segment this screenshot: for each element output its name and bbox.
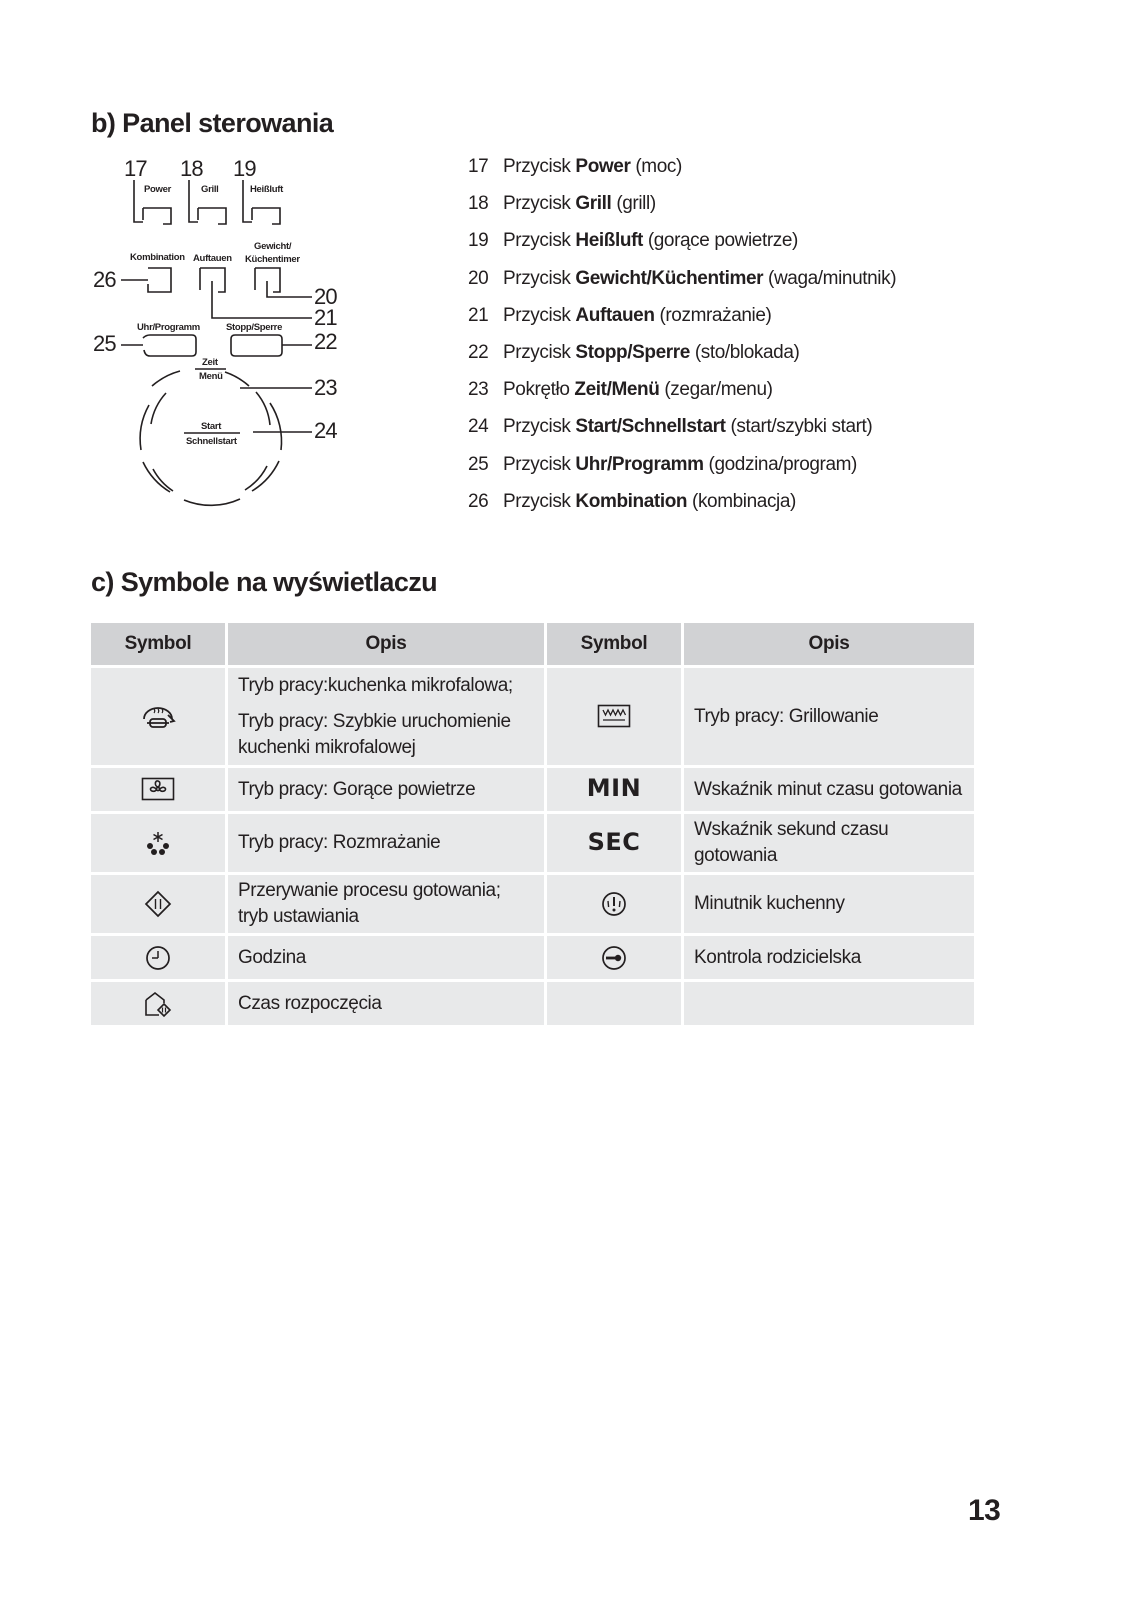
diagram-number-24: 24 — [314, 418, 337, 443]
legend-number: 17 — [468, 156, 489, 177]
symbol-cell — [91, 936, 225, 979]
description-text: Kontrola rodzicielska — [694, 946, 861, 968]
description-text: Tryb pracy: Gorące powietrze — [238, 778, 476, 800]
description-cell-empty — [684, 982, 974, 1025]
legend-translation: (waga/minutnik) — [768, 267, 897, 289]
diagram-number-23: 23 — [314, 375, 337, 400]
description-text: Godzina — [238, 946, 306, 968]
legend-item — [468, 156, 896, 193]
header-symbol: Symbol — [547, 623, 681, 665]
control-panel-diagram — [88, 150, 368, 520]
symbol-cell — [91, 982, 225, 1025]
pause-diamond-icon — [144, 890, 172, 918]
control-panel-legend — [468, 156, 896, 528]
legend-translation: (rozmrażanie) — [659, 304, 772, 326]
table-row — [91, 768, 974, 811]
legend-item — [468, 379, 896, 416]
start-time-icon — [143, 990, 173, 1018]
legend-translation: (zegar/menu) — [664, 379, 773, 401]
display-symbols-table — [88, 620, 977, 1028]
diagram-label-uhr-programm: Uhr/Programm — [137, 322, 200, 333]
table-row — [91, 982, 974, 1025]
description-cell — [228, 982, 544, 1025]
min-indicator: MIN — [586, 774, 642, 802]
legend-item — [468, 305, 896, 342]
diagram-label-kuechentimer: Küchentimer — [245, 254, 300, 265]
diagram-number-21: 21 — [314, 305, 337, 330]
legend-number: 20 — [468, 267, 489, 289]
legend-item — [468, 342, 896, 379]
legend-item — [468, 491, 896, 528]
symbol-cell — [91, 768, 225, 811]
legend-button-name: Power — [575, 156, 631, 177]
description-text: Przerywanie procesu gotowania; tryb ustawiania — [238, 880, 501, 927]
sec-indicator: SEC — [587, 827, 641, 856]
legend-button-name: Start/Schnellstart — [575, 416, 726, 438]
symbol-cell — [547, 875, 681, 933]
description-text: Czas rozpoczęcia — [238, 992, 382, 1014]
table-row — [91, 875, 974, 933]
diagram-number-18: 18 — [180, 156, 203, 181]
legend-prefix: Przycisk — [503, 490, 571, 512]
description-cell — [684, 814, 974, 872]
grill-icon — [597, 704, 631, 728]
legend-button-name: Zeit/Menü — [574, 379, 660, 401]
diagram-label-stopp-sperre: Stopp/Sperre — [226, 322, 283, 333]
child-lock-icon — [600, 944, 628, 972]
defrost-icon — [143, 830, 173, 856]
description-cell — [228, 668, 544, 765]
legend-translation: (grill) — [616, 193, 656, 215]
legend-translation: (gorące powietrze) — [647, 230, 798, 252]
symbol-cell — [91, 814, 225, 872]
table-header-row — [91, 623, 974, 665]
section-b-title: b) Panel sterowania — [91, 108, 334, 138]
legend-prefix: Przycisk — [503, 267, 571, 289]
header-opis: Opis — [684, 623, 974, 665]
description-text: Tryb pracy: Grillowanie — [694, 705, 879, 727]
diagram-number-19: 19 — [233, 156, 256, 181]
symbol-cell — [547, 768, 681, 811]
diagram-label-auftauen: Auftauen — [193, 253, 232, 264]
description-cell — [228, 768, 544, 811]
kitchen-timer-icon — [600, 890, 628, 918]
legend-number: 26 — [468, 490, 489, 512]
clock-icon — [144, 944, 172, 972]
legend-prefix: Pokrętło — [503, 379, 570, 401]
symbol-cell-empty — [547, 982, 681, 1025]
legend-button-name: Heißluft — [575, 230, 643, 252]
legend-number: 18 — [468, 193, 489, 215]
description-text: Minutnik kuchenny — [694, 893, 845, 914]
legend-translation: (moc) — [635, 156, 682, 177]
diagram-label-gewicht: Gewicht/ — [254, 241, 292, 252]
legend-button-name: Kombination — [575, 490, 688, 512]
diagram-label-zeit: Zeit — [202, 357, 218, 368]
legend-item — [468, 454, 896, 491]
description-cell — [228, 875, 544, 933]
legend-number: 22 — [468, 341, 489, 363]
legend-item — [468, 268, 896, 305]
legend-number: 25 — [468, 453, 489, 475]
legend-prefix: Przycisk — [503, 304, 571, 326]
legend-prefix: Przycisk — [503, 416, 571, 438]
diagram-number-20: 20 — [314, 284, 337, 309]
legend-prefix: Przycisk — [503, 341, 571, 363]
symbol-cell — [547, 936, 681, 979]
diagram-label-power: Power — [144, 184, 172, 195]
legend-prefix: Przycisk — [503, 156, 571, 177]
diagram-label-heissluft: Heißluft — [250, 184, 283, 195]
legend-item — [468, 416, 896, 453]
legend-number: 19 — [468, 230, 489, 252]
legend-button-name: Auftauen — [575, 304, 655, 326]
legend-prefix: Przycisk — [503, 453, 571, 475]
legend-translation: (sto/blokada) — [694, 341, 800, 363]
description-text: Tryb pracy:kuchenka mikrofalowa; — [238, 674, 513, 696]
description-text: Wskaźnik minut czasu gotowania — [694, 778, 962, 800]
diagram-number-25: 25 — [93, 331, 116, 356]
legend-button-name: Stopp/Sperre — [575, 341, 690, 363]
diagram-number-22: 22 — [314, 329, 337, 354]
legend-button-name: Gewicht/Küchentimer — [575, 267, 764, 289]
page-number: 13 — [968, 1494, 1001, 1527]
description-cell — [228, 936, 544, 979]
description-cell — [684, 936, 974, 979]
description-cell — [684, 668, 974, 765]
legend-item — [468, 193, 896, 230]
legend-number: 21 — [468, 304, 489, 326]
description-cell — [684, 875, 974, 933]
legend-translation: (kombinacja) — [692, 490, 796, 512]
diagram-number-26: 26 — [93, 267, 116, 292]
symbol-cell — [547, 668, 681, 765]
legend-prefix: Przycisk — [503, 230, 571, 252]
header-opis: Opis — [228, 623, 544, 665]
symbol-cell — [91, 668, 225, 765]
legend-prefix: Przycisk — [503, 193, 571, 215]
legend-button-name: Uhr/Programm — [575, 453, 704, 475]
microwave-icon — [140, 703, 176, 731]
diagram-label-kombination: Kombination — [130, 252, 185, 263]
legend-number: 23 — [468, 379, 489, 401]
symbol-cell — [547, 814, 681, 872]
legend-translation: (godzina/program) — [708, 453, 857, 475]
fan-icon — [141, 777, 175, 801]
description-cell — [684, 768, 974, 811]
description-cell — [228, 814, 544, 872]
diagram-label-grill: Grill — [201, 184, 219, 195]
diagram-label-schnellstart: Schnellstart — [186, 436, 237, 447]
diagram-label-menu: Menü — [199, 371, 223, 382]
legend-button-name: Grill — [575, 193, 612, 215]
description-text: Tryb pracy: Rozmrażanie — [238, 832, 441, 853]
symbol-cell — [91, 875, 225, 933]
legend-number: 24 — [468, 416, 489, 438]
description-text: Tryb pracy: Szybkie uruchomienie kuchenki mikrofalowej — [238, 710, 511, 758]
section-c-title: c) Symbole na wyświetlaczu — [91, 567, 438, 597]
diagram-label-start: Start — [201, 421, 222, 432]
header-symbol: Symbol — [91, 623, 225, 665]
description-text: Wskaźnik sekund czasu gotowania — [694, 819, 889, 866]
diagram-number-17: 17 — [124, 156, 147, 181]
table-row — [91, 814, 974, 872]
table-row — [91, 936, 974, 979]
table-row — [91, 668, 974, 765]
legend-translation: (start/szybki start) — [730, 416, 873, 438]
legend-item — [468, 230, 896, 267]
